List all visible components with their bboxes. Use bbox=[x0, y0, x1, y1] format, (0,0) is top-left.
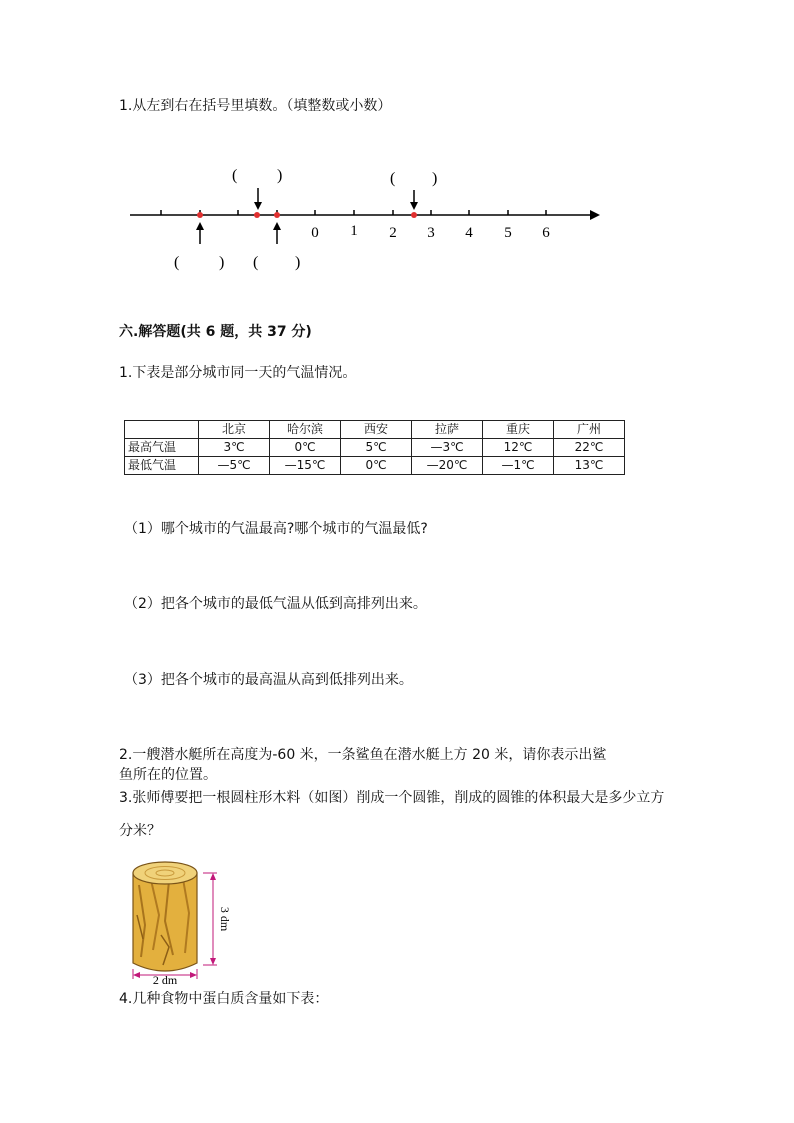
city-header: 北京 bbox=[199, 421, 270, 439]
arrow-down-d-head bbox=[410, 202, 418, 210]
tick-label-3: 3 bbox=[427, 225, 435, 241]
high-temp-cell: 22℃ bbox=[554, 439, 625, 457]
tick-label-1: 1 bbox=[350, 223, 358, 239]
point-a bbox=[197, 212, 203, 218]
bracket-close-a: ) bbox=[219, 254, 225, 271]
height-label: 3 dm bbox=[218, 906, 232, 932]
q2-line2: 鱼所在的位置。 bbox=[119, 767, 217, 783]
high-temp-cell: —3℃ bbox=[412, 439, 483, 457]
diameter-label: 2 dm bbox=[152, 973, 178, 987]
table-row-high bbox=[125, 439, 625, 457]
bracket-close-b: ) bbox=[277, 167, 283, 184]
tick-label-5: 5 bbox=[504, 225, 512, 241]
low-temp-cell: 13℃ bbox=[554, 457, 625, 475]
q1-sub1: （1）哪个城市的气温最高?哪个城市的气温最低? bbox=[124, 521, 428, 537]
temperature-table bbox=[124, 420, 625, 475]
city-header: 广州 bbox=[554, 421, 625, 439]
low-temp-cell: 0℃ bbox=[341, 457, 412, 475]
low-temp-cell: —15℃ bbox=[270, 457, 341, 475]
wood-cylinder-figure bbox=[125, 855, 235, 990]
q1-sub3: （3）把各个城市的最高温从高到低排列出来。 bbox=[124, 672, 413, 688]
table-row-low bbox=[125, 457, 625, 475]
row-label-high: 最高气温 bbox=[125, 439, 199, 457]
tick-label-6: 6 bbox=[542, 225, 550, 241]
bracket-open-d: ( bbox=[390, 170, 396, 187]
tick-label-0: 0 bbox=[311, 225, 319, 241]
city-header: 重庆 bbox=[483, 421, 554, 439]
q3-line1: 3.张师傅要把一根圆柱形木料（如图）削成一个圆锥，削成的圆锥的体积最大是多少立方 bbox=[119, 790, 665, 806]
table-header-row bbox=[125, 421, 625, 439]
high-temp-cell: 5℃ bbox=[341, 439, 412, 457]
arrow-down-b-head bbox=[254, 202, 262, 210]
q1-intro: 1.下表是部分城市同一天的气温情况。 bbox=[119, 365, 357, 381]
bracket-open-b: ( bbox=[232, 167, 238, 184]
fill-question: 1.从左到右在括号里填数。（填整数或小数） bbox=[119, 98, 392, 114]
bracket-close-d: ) bbox=[432, 170, 438, 187]
point-d bbox=[411, 212, 417, 218]
low-temp-cell: —5℃ bbox=[199, 457, 270, 475]
tick-label-2: 2 bbox=[389, 225, 397, 241]
bracket-open-a: ( bbox=[174, 254, 180, 271]
city-header: 拉萨 bbox=[412, 421, 483, 439]
section-title: 六.解答题(共 6 题，共 37 分) bbox=[119, 324, 312, 340]
table-corner-cell bbox=[125, 421, 199, 439]
city-header: 西安 bbox=[341, 421, 412, 439]
arrow-up-c-head bbox=[273, 222, 281, 230]
arrow-up-a-head bbox=[196, 222, 204, 230]
city-header: 哈尔滨 bbox=[270, 421, 341, 439]
q3-line2: 分米？ bbox=[119, 823, 161, 839]
number-line-figure bbox=[0, 160, 794, 280]
low-temp-cell: —1℃ bbox=[483, 457, 554, 475]
low-temp-cell: —20℃ bbox=[412, 457, 483, 475]
point-b bbox=[254, 212, 260, 218]
number-line-arrowhead bbox=[590, 210, 600, 220]
high-temp-cell: 12℃ bbox=[483, 439, 554, 457]
high-temp-cell: 0℃ bbox=[270, 439, 341, 457]
cylinder-top bbox=[133, 862, 197, 884]
point-c bbox=[274, 212, 280, 218]
bracket-close-c: ) bbox=[295, 254, 301, 271]
bracket-open-c: ( bbox=[253, 254, 259, 271]
q4-text: 4.几种食物中蛋白质含量如下表： bbox=[119, 991, 329, 1007]
q2-line1: 2.一艘潜水艇所在高度为-60 米，一条鲨鱼在潜水艇上方 20 米，请你表示出鲨 bbox=[119, 747, 607, 763]
tick-label-4: 4 bbox=[465, 225, 473, 241]
row-label-low: 最低气温 bbox=[125, 457, 199, 475]
q1-sub2: （2）把各个城市的最低气温从低到高排列出来。 bbox=[124, 596, 427, 612]
high-temp-cell: 3℃ bbox=[199, 439, 270, 457]
